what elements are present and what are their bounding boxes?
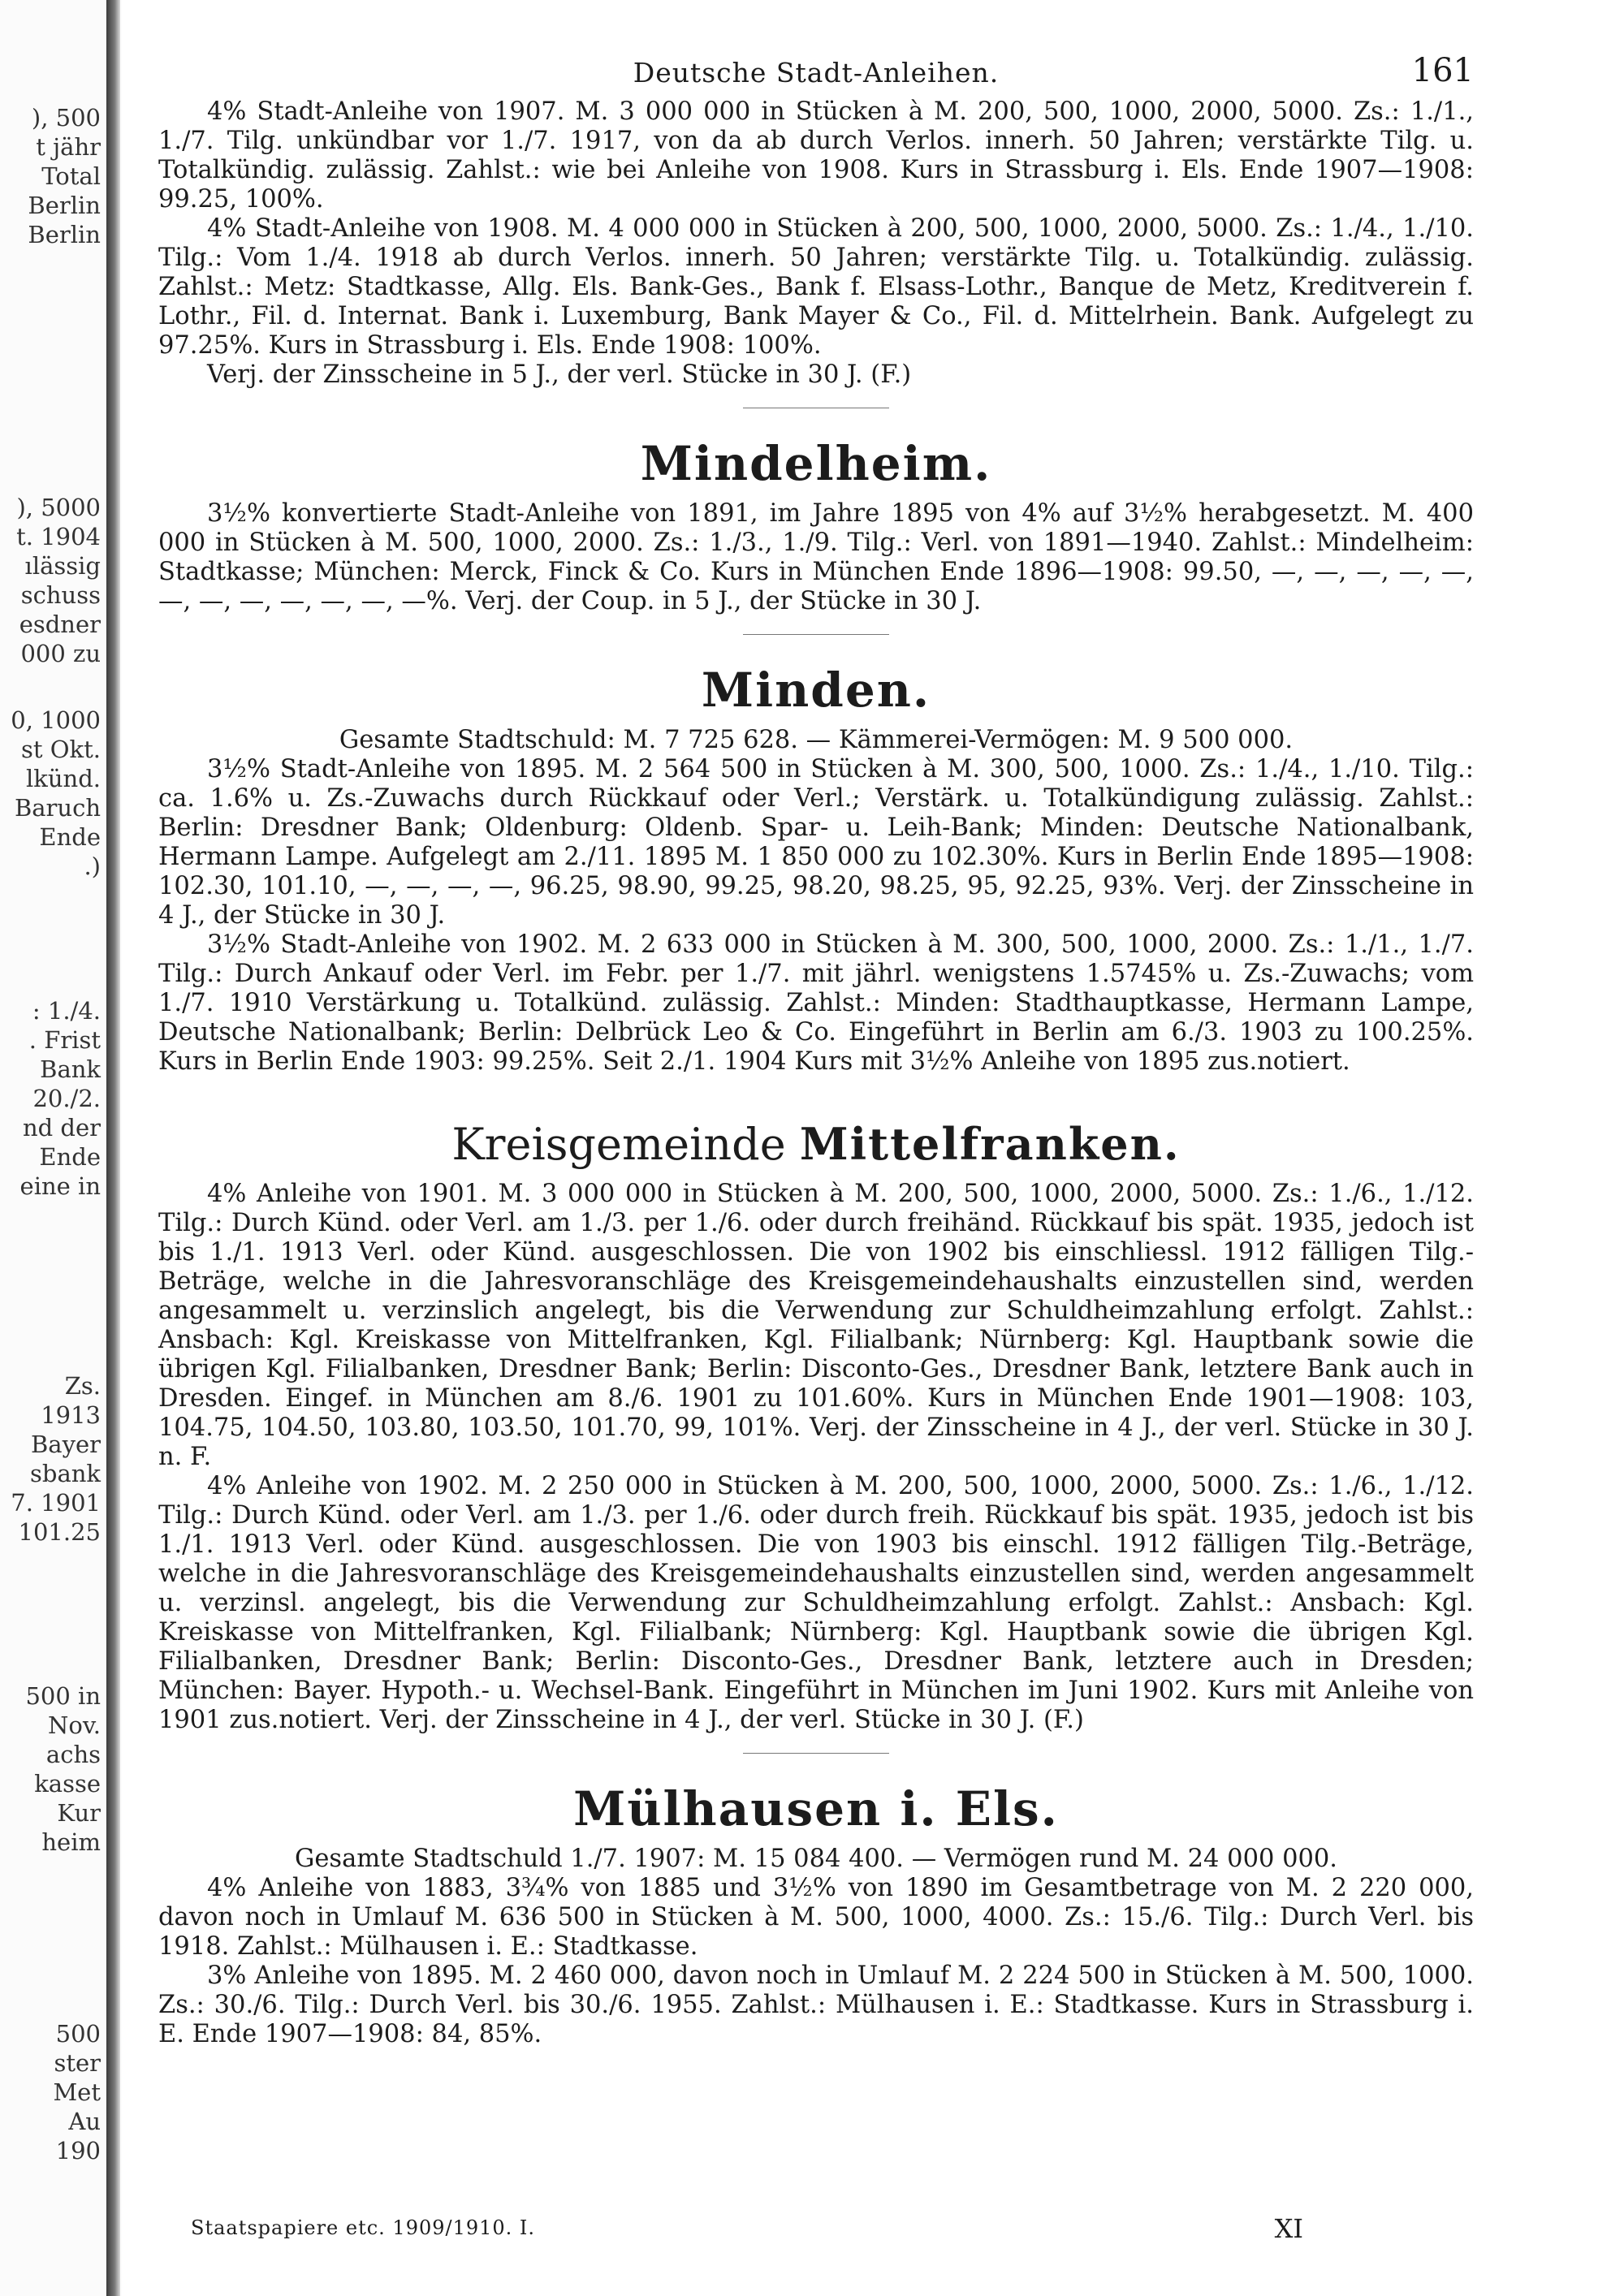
gutter-fragment: st Okt. (21, 736, 101, 763)
gutter-fragment: ), 500 (31, 104, 101, 132)
gutter-fragment: 500 (55, 2020, 101, 2048)
heading-name: Mittelfranken. (799, 1118, 1181, 1170)
bond-entry: 4% Stadt-Anleihe von 1908. M. 4 000 000 in Stücken à 200, 500, 1000, 2000, 5000. Zs.: 1./4., 1./10. Tilg.: Vom 1./4. 1918 ab durch Verlos. innerh. 50 Jahren; verstärkte Tilg. u. Totalkündig. zulässig. Zahlst.: Metz: Stadtkasse, Allg. Els. Bank-Ges., Bank f. Elsass-Lothr., Banque de Metz, Kreditverein f. Lothr., Fil. d. Internat. Bank i. Luxemburg, Bank Mayer & Co., Fil. d. Mittelrhein. Bank. Aufgelegt zu 97.25%. Kurs in Strassburg i. Els. Ende 1908: 100%. (158, 214, 1474, 360)
gutter-fragment: Total (41, 162, 101, 190)
gutter-fragment: Au (68, 2108, 101, 2135)
gutter-fragment: . Frist (28, 1026, 101, 1054)
section-divider (743, 1753, 889, 1754)
bond-entry: 3% Anleihe von 1895. M. 2 460 000, davon noch in Umlauf M. 2 224 500 in Stücken à M. 500, 1000. Zs.: 30./6. Tilg.: Durch Verl. bis 30./6. 1955. Zahlst.: Mülhausen i. E.: Stadtkasse. Kurs in Strassburg i. E. Ende 1907—1908: 84, 85%. (158, 1962, 1474, 2048)
section-mindelheim (158, 499, 1474, 616)
section-mittelfranken (158, 1180, 1474, 1735)
gutter-fragment: sbank (30, 1460, 101, 1487)
debt-summary: Gesamte Stadtschuld 1./7. 1907: M. 15 084 400. — Vermögen rund M. 24 000 000. (295, 1845, 1337, 1873)
gutter-fragment: 20./2. (32, 1085, 101, 1112)
page (158, 49, 1474, 2273)
debt-summary: Gesamte Stadtschuld: M. 7 725 628. — Kämmerei-Vermögen: M. 9 500 000. (339, 726, 1294, 754)
page-number: 161 (1411, 52, 1474, 89)
section-muelhausen (158, 1874, 1474, 2049)
bond-entry: 3½% Stadt-Anleihe von 1895. M. 2 564 500 in Stücken à M. 300, 500, 1000. Zs.: 1./4., 1./10. Tilg.: ca. 1.6% u. Zs.-Zuwachs durch Rückkauf oder Verl.; Verstärk. u. Totalkündigung zulässig. Zahlst.: Berlin: Dresdner Bank; Oldenburg: Oldenb. Spar- u. Leih-Bank; Minden: Deutsche Nationalbank, Hermann Lampe. Aufgelegt am 2./11. 1895 M. 1 850 000 zu 102.30%. Kurs in Berlin Ende 1895—1908: 102.30, 101.10, —, —, —, —, 96.25, 98.90, 99.25, 98.20, 98.25, 95, 92.25, 93%. Verj. der Zinsscheine in 4 J., der Stücke in 30 J. (158, 755, 1474, 930)
gutter-fragment: 500 in (25, 1682, 101, 1710)
section-minden (158, 755, 1474, 1077)
gutter-fragment: kasse (34, 1770, 101, 1798)
gutter-fragment: Baruch (14, 794, 101, 822)
gutter-fragment: achs (45, 1741, 101, 1768)
gutter-fragment: Ende (39, 1143, 101, 1171)
gutter-fragment: 101.25 (18, 1518, 101, 1546)
section-heading-minden: Minden. (701, 662, 931, 718)
bond-entry: 4% Stadt-Anleihe von 1907. M. 3 000 000 in Stücken à M. 200, 500, 1000, 2000, 5000. Zs.: 1./1., 1./7. Tilg. unkündbar vor 1./7. 1917, von da ab durch Verlos. innerh. 50 Jahren; verstärkte Tilg. u. Totalkündig. zulässig. Zahlst.: wie bei Anleihe von 1908. Kurs in Strassburg i. Els. Ende 1907—1908: 99.25, 100%. (158, 97, 1474, 214)
gutter-fragment: eine in (19, 1172, 101, 1200)
gutter-fragment: t. 1904 (16, 523, 101, 550)
gutter-fragment: ), 5000 (16, 494, 101, 521)
gutter-fragment: nd der (22, 1114, 101, 1142)
gutter-fragment: Met (53, 2078, 101, 2106)
bond-entry: 4% Anleihe von 1902. M. 2 250 000 in Stücken à M. 200, 500, 1000, 2000, 5000. Zs.: 1./6., 1./12. Tilg.: Durch Künd. oder Verl. am 1./3. per 1./6. oder durch freih. Rückkauf bis spät. 1935, jedoch ist bis 1./1. 1913 Verl. oder Künd. ausgeschlossen. Die von 1903 bis einschl. 1912 fälligen Tilg.-Beträge, welche in die Jahresvoranschläge des Kreisgemeindehaushalts einzustellen sind, werden angesammelt u. verzinsl. angelegt, bis die Verwendung zur Schuldheimzahlung erfolgt. Zahlst.: Ansbach: Kgl. Kreiskasse von Mittelfranken, Kgl. Filialbank; Nürnberg: Kgl. Hauptbank sowie die übrigen Kgl. Filialbanken, Dresdner Bank; Berlin: Disconto-Ges., Dresdner Bank, letztere auch in Dresden; München: Bayer. Hypoth.- u. Wechsel-Bank. Eingeführt in München im Juni 1902. Kurs mit Anleihe von 1901 zus.notiert. Verj. der Zinsscheine in 4 J., der verl. Stücke in 30 J. (F.) (158, 1472, 1474, 1734)
bond-entry: 3½% Stadt-Anleihe von 1902. M. 2 633 000 in Stücken à M. 300, 500, 1000, 2000. Zs.: 1./1., 1./7. Tilg.: Durch Ankauf oder Verl. im Febr. per 1./7. mit jährl. wenigstens 1.5745% u. Zs.-Zuwachs; vom 1./7. 1910 Verstärkung u. Totalkünd. zulässig. Zahlst.: Minden: Stadthauptkasse, Hermann Lampe, Deutsche Nationalbank; Berlin: Delbrück Leo & Co. Eingeführt in Berlin am 6./3. 1903 zu 100.25%. Kurs in Berlin Ende 1903: 99.25%. Seit 2./1. 1904 Kurs mit 3½% Anleihe von 1895 zus.notiert. (158, 930, 1474, 1076)
gutter-fragment: heim (41, 1828, 101, 1856)
gutter-fragment: 0, 1000 (11, 706, 101, 734)
footer-signature: Staatspapiere etc. 1909/1910. I. (191, 2216, 536, 2239)
gutter-fragment: Nov. (48, 1711, 101, 1739)
running-head-title: Deutsche Stadt-Anleihen. (633, 57, 1000, 88)
bond-entry: Verj. der Zinsscheine in 5 J., der verl. Stücke in 30 J. (F.) (207, 360, 912, 389)
section-divider (743, 634, 889, 635)
bond-entry: 3½% konvertierte Stadt-Anleihe von 1891, im Jahre 1895 von 4% auf 3½% herabgesetzt. M. 400 000 in Stücken à M. 500, 1000, 2000. Zs.: 1./3., 1./9. Tilg.: Verl. von 1891—1940. Zahlst.: Mindelheim: Stadtkasse; München: Merck, Finck & Co. Kurs in München Ende 1896—1908: 99.50, —, —, —, —, —, —, —, —, —, —, —, —%. Verj. der Coup. in 5 J., der Stücke in 30 J. (158, 499, 1474, 615)
gutter-fragment: ılässig (24, 552, 101, 580)
gutter-fragment: : 1./4. (32, 997, 101, 1025)
gutter-fragment: Kur (57, 1799, 101, 1827)
gutter-fragment: .) (84, 852, 101, 880)
gutter-fragment: 1913 (41, 1401, 101, 1429)
bond-entry: 4% Anleihe von 1883, 3¾% von 1885 und 3½% von 1890 im Gesamtbetrage von M. 2 220 000, davon noch in Umlauf M. 636 500 in Stücken à M. 500, 1000, 4000. Zs.: 15./6. Tilg.: Durch Verl. bis 1918. Zahlst.: Mülhausen i. E.: Stadtkasse. (158, 1874, 1474, 1961)
gutter-fragment: 000 zu (20, 640, 101, 667)
running-head (158, 49, 1474, 97)
section-heading-muelhausen: Mülhausen i. Els. (573, 1781, 1059, 1836)
gutter-fragment: Bank (40, 1055, 101, 1083)
gutter-previous-page (0, 0, 122, 2296)
section-heading-mittelfranken (158, 1119, 1474, 1170)
section-strassburg-continued (158, 97, 1474, 390)
gutter-fragment: lkünd. (26, 765, 101, 792)
gutter-fragment: Bayer (30, 1431, 101, 1458)
gutter-fragment: Berlin (28, 221, 101, 248)
gutter-fragment: 190 (55, 2137, 101, 2164)
gutter-fragment: schuss (20, 581, 101, 609)
page-footer (158, 2213, 1474, 2249)
gutter-fragment: esdner (19, 611, 101, 638)
heading-prefix: Kreisgemeinde (451, 1119, 786, 1170)
gutter-fragment: t jähr (36, 133, 101, 161)
book-spine (106, 0, 120, 2296)
gutter-fragment: Zs. (64, 1372, 101, 1400)
bond-entry: 4% Anleihe von 1901. M. 3 000 000 in Stücken à M. 200, 500, 1000, 2000, 5000. Zs.: 1./6., 1./12. Tilg.: Durch Künd. oder Verl. am 1./3. per 1./6. oder durch freihänd. Rückkauf bis spät. 1935, jedoch ist bis 1./1. 1913 Verl. oder Künd. ausgeschlossen. Die von 1902 bis einschliessl. 1912 fälligen Tilg.-Beträge, welche in die Jahresvoranschläge des Kreisgemeindehaushalts einzustellen sind, werden angesammelt u. verzinslich angelegt, bis die Verwendung zur Schuldheimzahlung erfolgt. Zahlst.: Ansbach: Kgl. Kreiskasse von Mittelfranken, Kgl. Filialbank; Nürnberg: Kgl. Hauptbank sowie die übrigen Kgl. Filialbanken, Dresdner Bank; Berlin: Disconto-Ges., Dresdner Bank, letztere Bank auch in Dresden. Eingef. in München am 8./6. 1901 zu 101.60%. Kurs in München Ende 1901—1908: 103, 104.75, 104.50, 103.80, 103.50, 101.70, 99, 101%. Verj. der Zinsscheine in 4 J., der verl. Stücke in 30 J. n. F. (158, 1180, 1474, 1471)
section-heading-mindelheim: Mindelheim. (640, 436, 992, 491)
gutter-fragment: Berlin (28, 192, 101, 219)
gutter-fragment: Ende (39, 823, 101, 851)
gutter-fragment: ster (54, 2049, 101, 2077)
footer-sheet-mark: XI (1274, 2213, 1303, 2244)
gutter-fragment: 7. 1901 (11, 1489, 101, 1517)
